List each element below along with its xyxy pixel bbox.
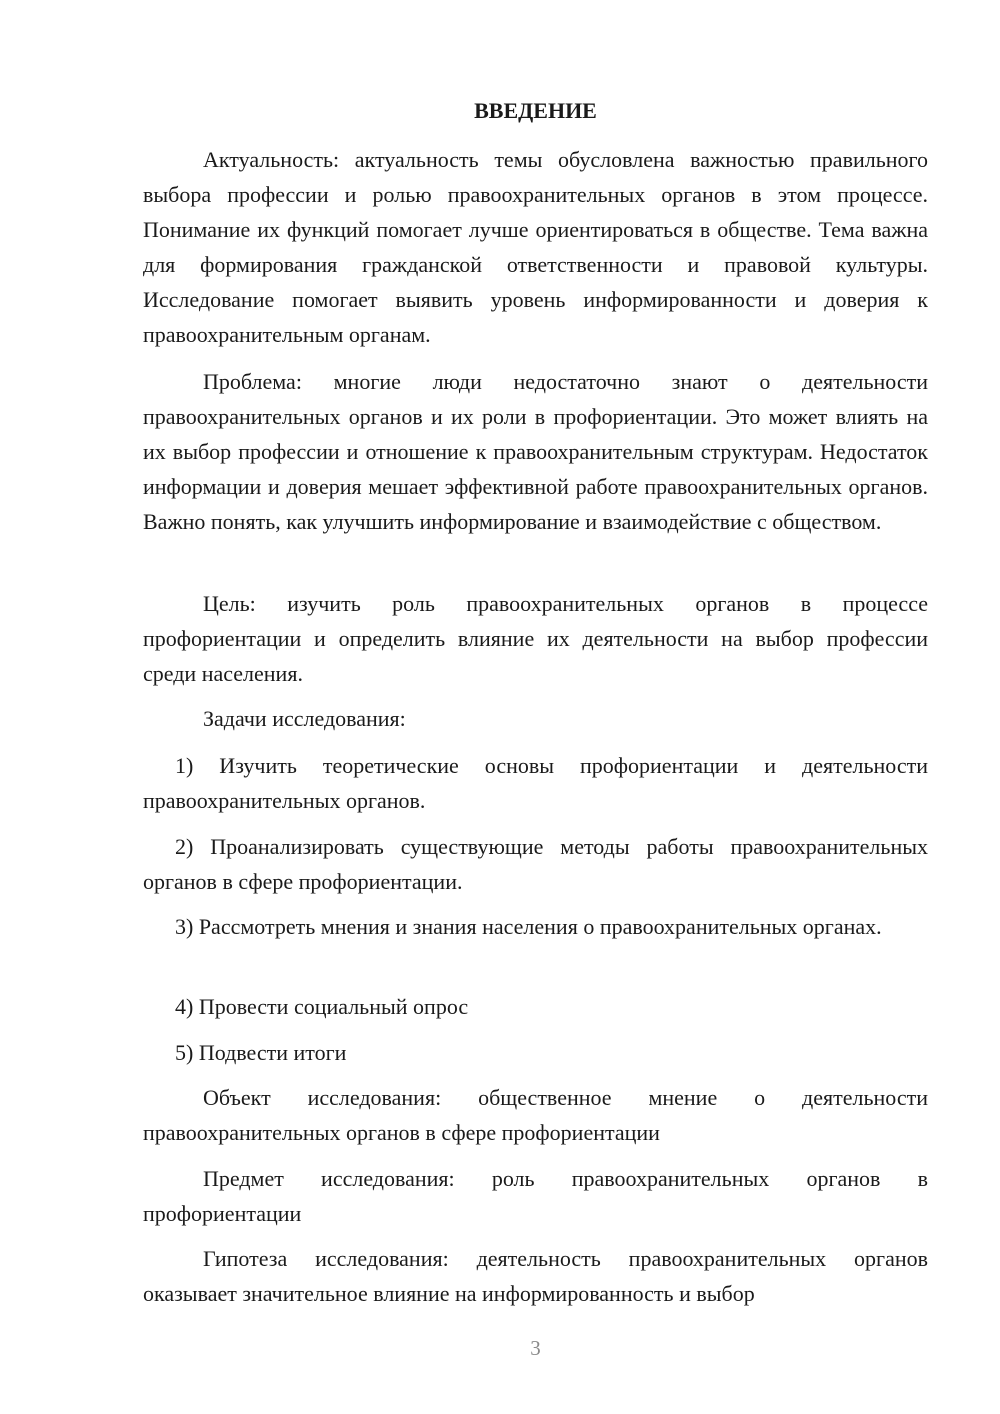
list-item-task-5: 5) Подвести итоги [175, 1040, 347, 1065]
page-title: ВВЕДЕНИЕ [474, 98, 597, 123]
paragraph-hypothesis: Гипотеза исследования: деятельность правоохранительных органов оказывает значительное влияние на информированность и выбор [143, 1246, 928, 1306]
paragraph-tasks-heading: Задачи исследования: [203, 706, 406, 731]
paragraph-relevance: Актуальность: актуальность темы обусловлена важностью правильного выбора профессии и ролью правоохранительных органов в этом процессе. Понимание их функций помогает лучше ориентироваться в обществе. Тема важна для формирования гражданской ответственности и правовой культуры. Исследование помогает выявить уровень информированности и доверия к правоохранительным органам. [143, 147, 928, 347]
paragraph-problem: Проблема: многие люди недостаточно знают о деятельности правоохранительных органов и их роли в профориентации. Это может влиять на их выбор профессии и отношение к правоохранительным структурам. Недостаток информации и доверия мешает эффективной работе правоохранительных органов. Важно понять, как улучшить информирование и взаимодействие с обществом. [143, 369, 928, 534]
list-item-task-2: 2) Проанализировать существующие методы работы правоохранительных органов в сфере профориентации. [143, 834, 928, 894]
list-item-task-1: 1) Изучить теоретические основы профориентации и деятельности правоохранительных органов. [143, 753, 928, 813]
paragraph-goal: Цель: изучить роль правоохранительных органов в процессе профориентации и определить влияние их деятельности на выбор профессии среди населения. [143, 591, 928, 686]
list-item-task-4: 4) Провести социальный опрос [175, 994, 469, 1019]
list-item-task-3: 3) Рассмотреть мнения и знания населения о правоохранительных органах. [175, 914, 882, 939]
paragraph-object: Объект исследования: общественное мнение о деятельности правоохранительных органов в сфере профориентации [143, 1085, 928, 1145]
page-number: 3 [530, 1336, 541, 1360]
paragraph-subject: Предмет исследования: роль правоохранительных органов в профориентации [143, 1166, 928, 1226]
